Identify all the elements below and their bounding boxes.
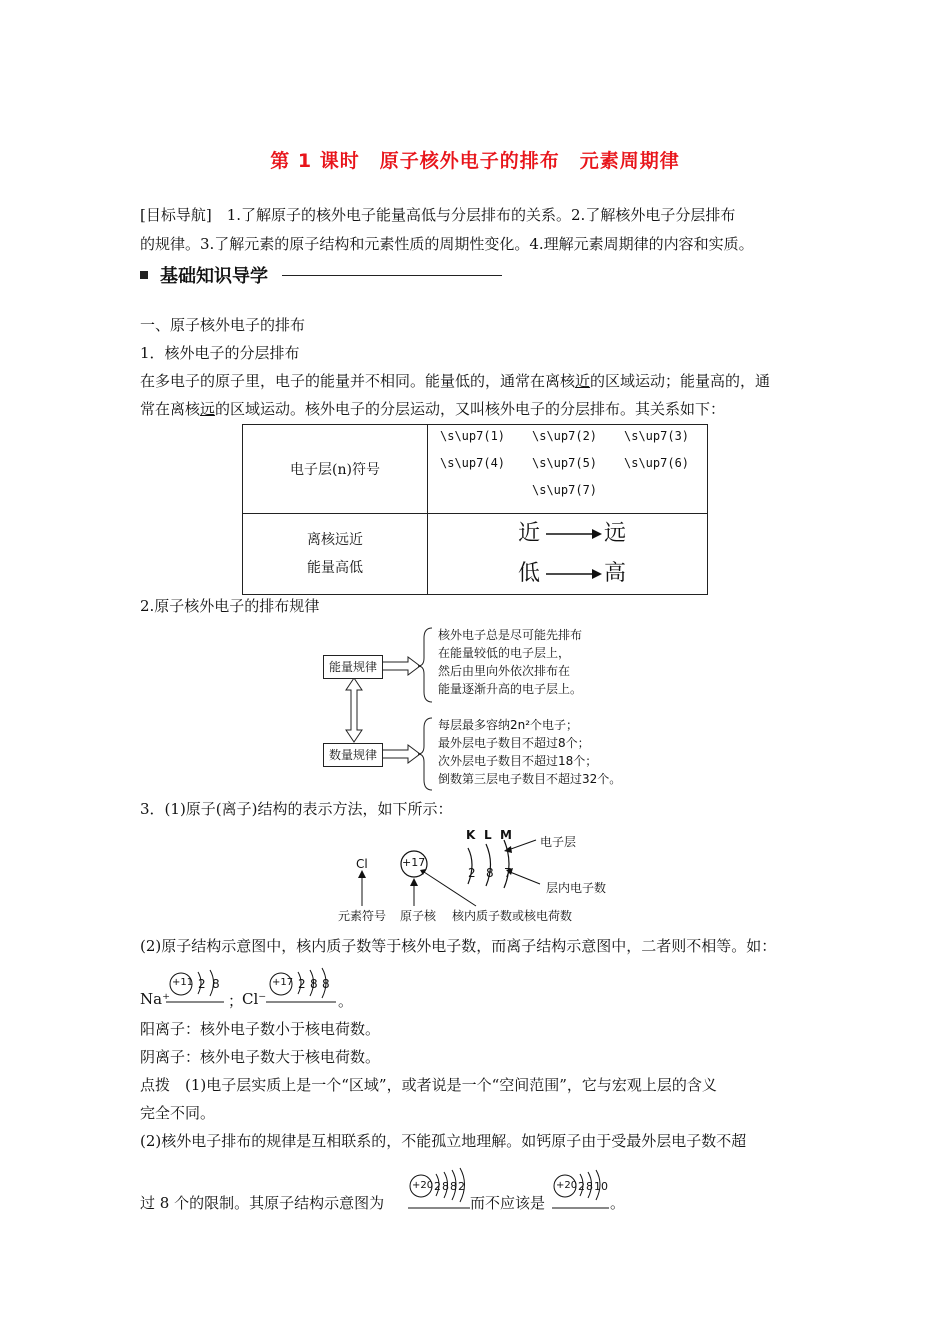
section-title: 基础知识导学 [160, 266, 268, 287]
label-distance: 离核远近 [307, 532, 363, 548]
energy-rule-text [438, 626, 582, 698]
structure-heading: 3．(1)原子(离子)结构的表示方法，如下所示： [140, 800, 453, 818]
tip1-line-2: 完全不同。 [140, 1104, 216, 1122]
label-energy: 能量高低 [307, 560, 363, 576]
tip2-line-2-pre: 过 8 个的限制。其原子结构示意图为 [140, 1194, 385, 1212]
label-layer-count: 层内电子数 [546, 881, 607, 895]
trend-cell [428, 514, 708, 595]
arrow-right-icon [546, 528, 602, 540]
objectives-line-2: 的规律。3.了解元素的原子结构和元素性质的周期性变化。4.理解元素周期律的内容和实质。 [140, 235, 754, 253]
na-nucleus: +11 [172, 977, 194, 988]
energy-rule-line: 然后由里向外依次排布在 [438, 664, 571, 678]
shell-symbol: \s\up7(1) [440, 429, 506, 443]
na-electron: 2 [198, 977, 206, 991]
element-symbol: Cl [356, 857, 368, 871]
shell-symbols-cell [428, 425, 708, 514]
part1-sub1: 1．核外电子的分层排布 [140, 344, 300, 362]
label-near: 近 [518, 521, 541, 546]
part1-paragraph-line-2 [140, 397, 820, 421]
section-header [140, 262, 502, 288]
tip2-end: 。 [610, 1194, 626, 1212]
shell-symbol: \s\up7(4) [440, 456, 506, 470]
ca-electron: 2 [434, 1180, 441, 1193]
energy-rule-line: 核外电子总是尽可能先排布 [438, 628, 583, 642]
quantity-rule-line: 次外层电子数目不超过18个； [438, 754, 598, 768]
label-high: 高 [604, 561, 627, 586]
shell-l-label: L [484, 828, 492, 842]
quantity-rule-line: 每层最多容纳2n²个电子； [438, 718, 579, 732]
text: 在多电子的原子里，电子的能量并不相同。能量低的，通常在离核 [140, 372, 576, 390]
label-nucleus: 原子核 [400, 909, 437, 923]
electron-count: 7 [504, 866, 512, 880]
energy-rule-line: 能量逐渐升高的电子层上。 [438, 682, 583, 696]
shell-symbol: \s\up7(5) [532, 456, 598, 470]
ion-end: 。 [338, 992, 354, 1010]
ca-electron: 8 [442, 1180, 449, 1193]
shell-m-label: M [500, 828, 512, 842]
cation-rule: 阳离子：核外电子数小于核电荷数。 [140, 1020, 381, 1038]
shell-k-label: K [466, 828, 476, 842]
text: 的区域运动。核外电子的分层运动，又叫核外电子的分层排布。其关系如下： [215, 400, 726, 418]
energy-rule-box: 能量规律 [323, 655, 383, 679]
tip2-line-1: (2)核外电子排布的规律是互相联系的，不能孤立地理解。如钙原子由于受最外层电子数不超 [140, 1132, 747, 1150]
cl-electron: 2 [298, 977, 306, 991]
cl-electron: 8 [322, 977, 330, 991]
anion-rule: 阴离子：核外电子数大于核电荷数。 [140, 1048, 381, 1066]
shell-symbol: \s\up7(6) [624, 456, 690, 470]
text: 的区域运动；能量高的，通 [590, 372, 771, 390]
part1-heading: 一、原子核外电子的排布 [140, 316, 306, 334]
ions-paragraph: (2)原子结构示意图中，核内质子数等于核外电子数，而离子结构示意图中，二者则不相等。如： [140, 937, 777, 955]
row-label-shell-symbol: 电子层(n)符号 [243, 425, 428, 514]
label-far: 远 [604, 521, 627, 546]
quantity-rule-text [438, 716, 621, 788]
cl-nucleus: +17 [272, 977, 294, 988]
ca-electron: 8 [450, 1180, 457, 1193]
cl-electron: 8 [310, 977, 318, 991]
electron-count: 8 [486, 866, 494, 880]
energy-rule-line: 在能量较低的电子层上， [438, 646, 571, 660]
text: 常在离核 [140, 400, 201, 418]
page-title: 第 1 课时 原子核外电子的排布 元素周期律 [270, 150, 680, 172]
ca-electron: 2 [458, 1180, 465, 1193]
label-element-symbol: 元素符号 [338, 909, 387, 923]
ca-wrong-electron: 8 [586, 1180, 593, 1193]
shell-relation-table [242, 424, 708, 595]
tip2-mid: 而不应该是 [470, 1194, 546, 1212]
row-label-distance-energy [243, 514, 428, 595]
part1-paragraph-line-1 [140, 369, 820, 393]
ca-wrong-nucleus: +20 [556, 1180, 578, 1191]
shell-symbol: \s\up7(7) [532, 483, 598, 497]
answer-near: 近 [575, 372, 591, 390]
ca-nucleus: +20 [412, 1180, 434, 1191]
label-low: 低 [518, 561, 541, 586]
ion-cl-label: Cl⁻ [242, 990, 267, 1008]
arrow-right-icon [546, 568, 602, 580]
rules-heading: 2.原子核外电子的排布规律 [140, 597, 320, 615]
answer-far: 远 [200, 400, 216, 418]
ion-separator: ； [228, 992, 244, 1010]
section-rule [282, 275, 502, 276]
label-nuclear-charge: 核内质子数或核电荷数 [452, 909, 573, 923]
nucleus-charge: +17 [402, 856, 426, 869]
shell-symbol: \s\up7(2) [532, 429, 598, 443]
shell-symbol: \s\up7(3) [624, 429, 690, 443]
quantity-rule-line: 最外层电子数目不超过8个； [438, 736, 590, 750]
section-bullet-icon [140, 271, 148, 279]
ca-wrong-electron: 10 [594, 1180, 608, 1193]
quantity-rule-box: 数量规律 [323, 743, 383, 767]
label-electron-layer: 电子层 [540, 835, 577, 849]
na-electron: 8 [212, 977, 220, 991]
objectives-line-1: [目标导航] 1.了解原子的核外电子能量高低与分层排布的关系。2.了解核外电子分层排布 [140, 206, 736, 224]
ion-na-label: Na⁺ [140, 990, 170, 1008]
ca-wrong-electron: 2 [578, 1180, 585, 1193]
tip1-line-1: 点拨 (1)电子层实质上是一个“区域”，或者说是一个“空间范围”，它与宏观上层的含义 [140, 1076, 717, 1094]
electron-count: 2 [468, 866, 476, 880]
quantity-rule-line: 倒数第三层电子数目不超过32个。 [438, 772, 622, 786]
